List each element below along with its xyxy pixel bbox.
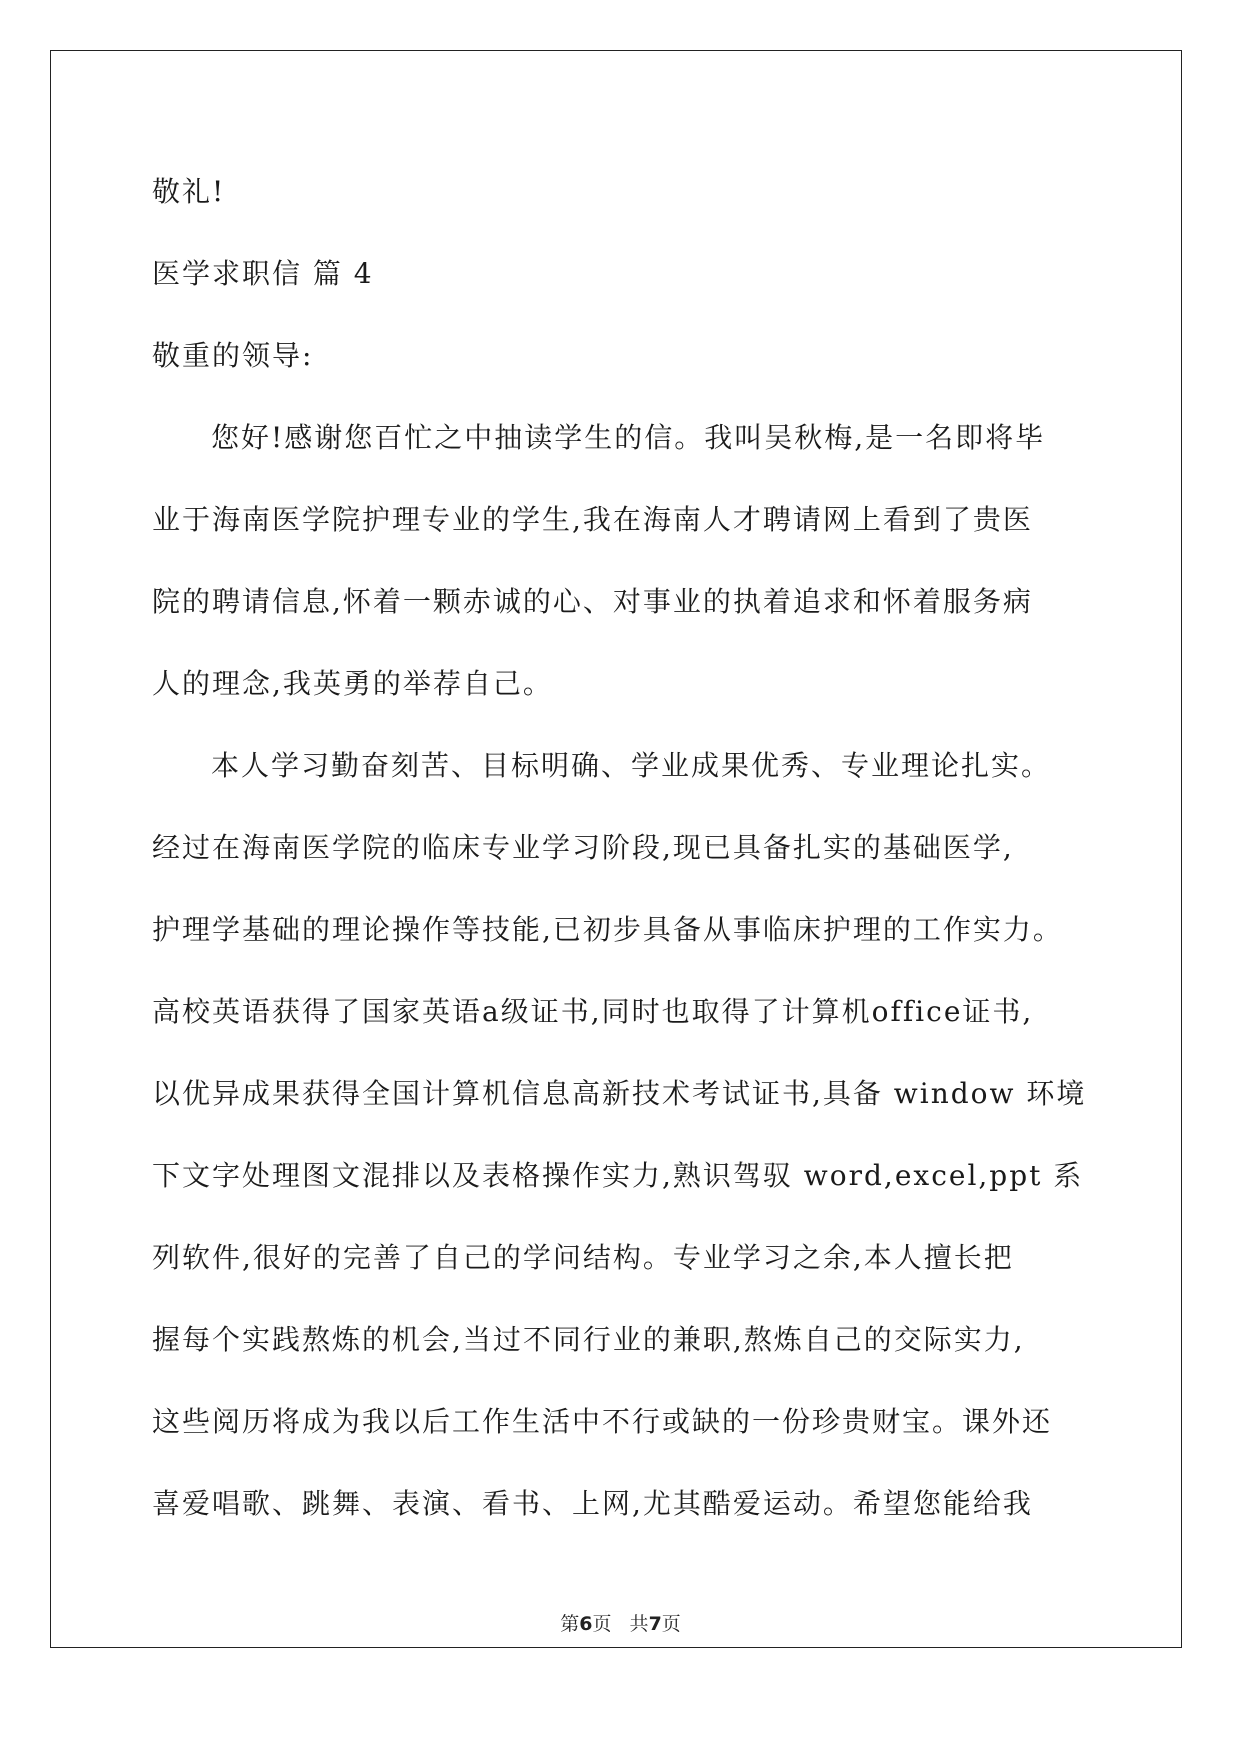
paragraph-line: 人的理念,我英勇的举荐自己。	[152, 667, 553, 700]
paragraph-line: 列软件,很好的完善了自己的学问结构。专业学习之余,本人擅长把	[152, 1241, 1014, 1274]
page-footer	[0, 1612, 1241, 1636]
paragraph-line: 本人学习勤奋刻苦、目标明确、学业成果优秀、专业理论扎实。	[211, 749, 1052, 782]
footer-mid: 页 共	[592, 1613, 649, 1635]
section-heading: 医学求职信 篇 4	[152, 257, 374, 290]
paragraph-line: 经过在海南医学院的临床专业学习阶段,现已具备扎实的基础医学,	[152, 831, 1014, 864]
paragraph-line: 握每个实践熬炼的机会,当过不同行业的兼职,熬炼自己的交际实力,	[152, 1323, 1025, 1356]
greeting: 敬重的领导:	[152, 339, 314, 372]
footer-prefix: 第	[560, 1613, 580, 1635]
current-page-number: 6	[579, 1613, 593, 1635]
paragraph-line: 院的聘请信息,怀着一颗赤诚的心、对事业的执着追求和怀着服务病	[152, 585, 1033, 618]
total-page-count: 7	[648, 1613, 662, 1635]
paragraph-line: 以优异成果获得全国计算机信息高新技术考试证书,具备 window 环境	[152, 1077, 1087, 1110]
paragraph-line: 喜爱唱歌、跳舞、表演、看书、上网,尤其酷爱运动。希望您能给我	[152, 1487, 1033, 1520]
paragraph-line: 这些阅历将成为我以后工作生活中不行或缺的一份珍贵财宝。课外还	[152, 1405, 1053, 1438]
paragraph-line: 护理学基础的理论操作等技能,已初步具备从事临床护理的工作实力。	[152, 913, 1063, 946]
closing-salutation: 敬礼!	[152, 175, 226, 208]
footer-suffix: 页	[661, 1613, 681, 1635]
paragraph-line: 下文字处理图文混排以及表格操作实力,熟识驾驭 word,excel,ppt 系	[152, 1159, 1084, 1192]
paragraph-line: 您好!感谢您百忙之中抽读学生的信。我叫吴秋梅,是一名即将毕	[211, 421, 1046, 454]
paragraph-line: 业于海南医学院护理专业的学生,我在海南人才聘请网上看到了贵医	[152, 503, 1033, 536]
paragraph-line: 高校英语获得了国家英语a级证书,同时也取得了计算机office证书,	[152, 995, 1034, 1028]
